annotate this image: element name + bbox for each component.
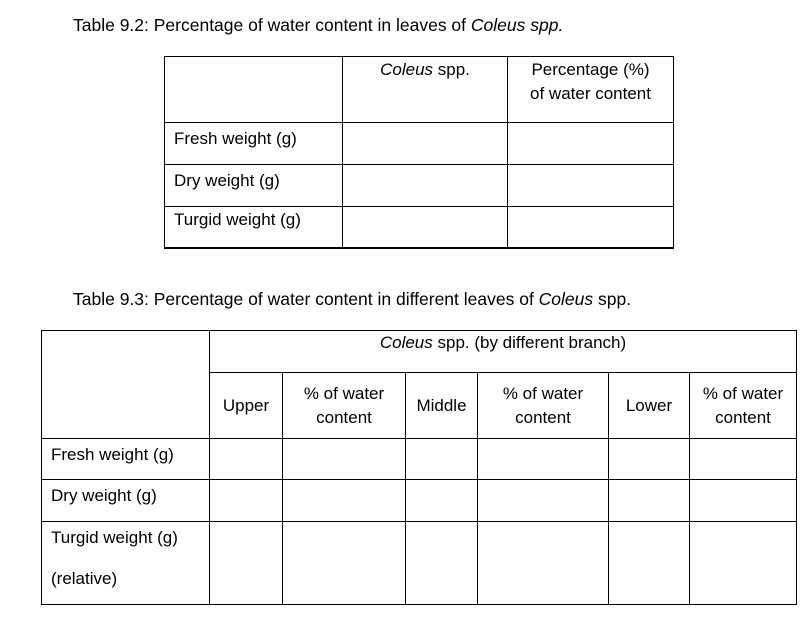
table-header-row xyxy=(165,57,674,123)
table-row xyxy=(42,439,797,480)
column-header-line2: content xyxy=(316,407,372,427)
row-label-turgid-weight: Turgid weight (g) xyxy=(165,207,343,248)
empty-cell[interactable] xyxy=(508,165,674,207)
empty-cell[interactable] xyxy=(283,480,406,522)
percentage-header-line1: Percentage (%) xyxy=(531,60,650,79)
empty-cell[interactable] xyxy=(343,207,508,248)
table-row xyxy=(42,480,797,522)
row-label-fresh-weight: Fresh weight (g) xyxy=(165,123,343,165)
row-label-dry-weight: Dry weight (g) xyxy=(42,480,210,522)
empty-cell[interactable] xyxy=(609,522,690,605)
caption-text: Table 9.3: Percentage of water content in different leaves of xyxy=(73,289,539,309)
table-9-3 xyxy=(41,330,797,605)
column-header-percent-water xyxy=(478,373,609,439)
empty-cell[interactable] xyxy=(210,480,283,522)
percentage-header xyxy=(508,57,674,123)
column-header-percent-water xyxy=(690,373,797,439)
table-9-3-caption xyxy=(73,289,631,310)
turgid-weight-note: (relative) xyxy=(51,569,118,588)
empty-cell[interactable] xyxy=(210,522,283,605)
empty-cell[interactable] xyxy=(690,439,797,480)
empty-cell[interactable] xyxy=(478,480,609,522)
branch-group-header xyxy=(210,331,797,373)
column-header-line2: content xyxy=(715,407,771,427)
column-header-line1: % of water xyxy=(303,383,385,403)
empty-cell[interactable] xyxy=(478,439,609,480)
empty-cell[interactable] xyxy=(690,480,797,522)
turgid-weight-label: Turgid weight (g) xyxy=(51,528,178,547)
empty-corner-cell xyxy=(165,57,343,123)
empty-cell[interactable] xyxy=(690,522,797,605)
column-header-upper: Upper xyxy=(210,373,283,439)
table-row xyxy=(165,123,674,165)
table-row xyxy=(165,207,674,248)
empty-cell[interactable] xyxy=(283,522,406,605)
table-9-2 xyxy=(164,56,674,249)
row-label-dry-weight: Dry weight (g) xyxy=(165,165,343,207)
caption-text: Table 9.2: Percentage of water content in leaves of xyxy=(73,15,471,35)
empty-cell[interactable] xyxy=(406,439,478,480)
species-name: Coleus xyxy=(380,60,434,79)
empty-cell[interactable] xyxy=(508,207,674,248)
empty-cell[interactable] xyxy=(406,522,478,605)
empty-cell[interactable] xyxy=(609,439,690,480)
column-header-line2: content xyxy=(515,407,571,427)
caption-species: Coleus xyxy=(538,289,594,309)
percentage-header-line2: of water content xyxy=(530,84,651,103)
table-row xyxy=(165,165,674,207)
empty-cell[interactable] xyxy=(343,123,508,165)
species-suffix: spp. xyxy=(433,60,470,79)
column-header-line1: % of water xyxy=(702,383,784,403)
table-row xyxy=(42,522,797,605)
species-header xyxy=(343,57,508,123)
empty-cell[interactable] xyxy=(609,480,690,522)
column-header-lower: Lower xyxy=(609,373,690,439)
column-header-line1: % of water xyxy=(502,383,584,403)
column-header-middle: Middle xyxy=(406,373,478,439)
empty-cell[interactable] xyxy=(283,439,406,480)
empty-cell[interactable] xyxy=(343,165,508,207)
column-header-percent-water xyxy=(283,373,406,439)
caption-suffix: spp. xyxy=(593,289,632,309)
empty-cell[interactable] xyxy=(406,480,478,522)
empty-corner-cell xyxy=(42,331,210,439)
caption-species: Coleus spp. xyxy=(470,15,564,35)
empty-cell[interactable] xyxy=(478,522,609,605)
branch-group-label: spp. (by different branch) xyxy=(432,333,627,352)
empty-cell[interactable] xyxy=(508,123,674,165)
table-9-2-caption xyxy=(73,15,563,36)
row-label-fresh-weight: Fresh weight (g) xyxy=(42,439,210,480)
table-group-header-row xyxy=(42,331,797,373)
empty-cell[interactable] xyxy=(210,439,283,480)
species-name: Coleus xyxy=(379,333,433,352)
row-label-turgid-weight xyxy=(42,522,210,605)
